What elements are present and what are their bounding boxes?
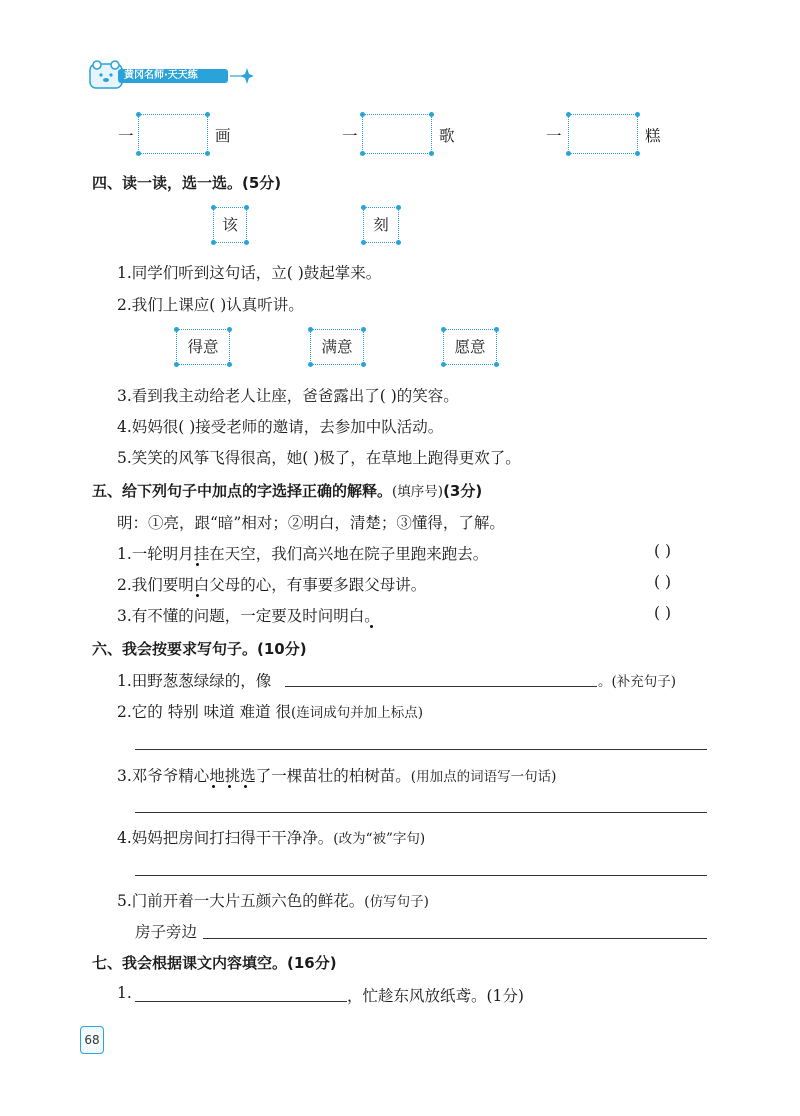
answer-box[interactable]	[138, 114, 208, 154]
question-6-2: 2.它的 特别 味道 难道 很	[117, 703, 291, 721]
question-7-1-num: 1.	[117, 984, 132, 1002]
box-corner-dot	[494, 327, 499, 332]
emphasis-dot	[212, 785, 215, 788]
box-corner-dot	[635, 112, 640, 117]
answer-line[interactable]	[203, 938, 707, 939]
choice-word: 刻	[373, 216, 389, 234]
section6-title: 六、我会按要求写句子。(10分)	[92, 640, 307, 658]
definition-line: 明：①亮，跟“暗”相对；②明白，清楚；③懂得，了解。	[117, 514, 505, 532]
measure-noun: 糕	[645, 127, 661, 145]
box-corner-dot	[360, 151, 365, 156]
question-7-1: ，忙趁东风放纸鸢。(1分)	[347, 987, 524, 1005]
box-corner-dot	[396, 205, 401, 210]
box-corner-dot	[361, 362, 366, 367]
section5-title-note: (填序号)	[392, 484, 444, 500]
choice-box	[363, 207, 399, 243]
box-corner-dot	[429, 151, 434, 156]
question-6-4-note: (改为“被”字句)	[333, 831, 426, 847]
choice-word: 满意	[321, 338, 353, 356]
answer-paren[interactable]: ( )	[654, 573, 672, 591]
choice-word: 愿意	[454, 338, 486, 356]
brand-text: 黄冈名师·天天练	[124, 70, 198, 81]
question-4-4: 4.妈妈很( )接受老师的邀请，去参加中队活动。	[117, 418, 444, 436]
box-corner-dot	[205, 112, 210, 117]
question-6-4: 4.妈妈把房间打扫得干干净净。	[117, 829, 334, 847]
box-corner-dot	[566, 151, 571, 156]
question-6-1-note: 。(补充句子)	[598, 674, 677, 690]
question-6-5-note: (仿写句子)	[364, 894, 429, 910]
box-corner-dot	[174, 362, 179, 367]
box-corner-dot	[244, 205, 249, 210]
section7-title: 七、我会根据课文内容填空。(16分)	[92, 954, 337, 972]
box-corner-dot	[360, 112, 365, 117]
box-corner-dot	[244, 240, 249, 245]
choice-box	[213, 207, 247, 243]
question-6-1: 1.田野葱葱绿绿的，像	[117, 672, 272, 690]
box-corner-dot	[361, 205, 366, 210]
box-corner-dot	[174, 327, 179, 332]
choice-box	[443, 329, 497, 365]
sparkle-icon	[228, 66, 254, 86]
box-corner-dot	[566, 112, 571, 117]
choice-box	[176, 329, 230, 365]
question-6-2-row	[117, 700, 423, 722]
box-corner-dot	[361, 327, 366, 332]
box-corner-dot	[494, 362, 499, 367]
question-6-5: 5.门前开着一大片五颜六色的鲜花。	[117, 892, 365, 910]
choice-box	[310, 329, 364, 365]
emphasis-dot	[244, 785, 247, 788]
box-corner-dot	[441, 362, 446, 367]
answer-line[interactable]	[135, 749, 707, 750]
measure-prefix: 一	[546, 127, 562, 145]
box-corner-dot	[441, 327, 446, 332]
box-corner-dot	[361, 240, 366, 245]
section5-title-row	[92, 480, 482, 501]
box-corner-dot	[635, 151, 640, 156]
measure-prefix: 一	[118, 127, 134, 145]
header-logo	[88, 58, 253, 92]
question-5-3: 3.有不懂的问题，一定要及时问明白。	[117, 607, 380, 625]
question-4-2: 2.我们上课应( )认真听讲。	[117, 296, 304, 314]
emphasis-dot	[370, 625, 373, 628]
answer-box[interactable]	[568, 114, 638, 154]
box-corner-dot	[429, 112, 434, 117]
choice-word: 得意	[187, 338, 219, 356]
question-5-1: 1.一轮明月挂在天空，我们高兴地在院子里跑来跑去。	[117, 545, 489, 563]
section4-title: 四、读一读，选一选。(5分)	[92, 174, 282, 192]
emphasis-dot	[196, 563, 199, 566]
question-6-5-row	[117, 889, 429, 911]
section5-title: 五、给下列句子中加点的字选择正确的解释。	[92, 482, 393, 500]
answer-line[interactable]	[135, 1001, 347, 1002]
question-6-3: 3.邓爷爷精心地挑选了一棵苗壮的柏树苗。	[117, 767, 411, 785]
box-corner-dot	[136, 151, 141, 156]
page-number: 68	[84, 1033, 100, 1047]
box-corner-dot	[227, 362, 232, 367]
box-corner-dot	[396, 240, 401, 245]
answer-line[interactable]	[135, 812, 707, 813]
answer-line[interactable]	[285, 686, 597, 687]
question-6-3-note: (用加点的词语写一句话)	[410, 769, 557, 785]
box-corner-dot	[205, 151, 210, 156]
question-5-2: 2.我们要明白父母的心，有事要多跟父母讲。	[117, 576, 427, 594]
page-number-badge	[80, 1026, 104, 1054]
box-corner-dot	[308, 362, 313, 367]
answer-paren[interactable]: ( )	[654, 604, 672, 622]
measure-prefix: 一	[342, 127, 358, 145]
question-6-4-row	[117, 826, 425, 848]
section5-title-score: (3分)	[443, 482, 483, 500]
box-corner-dot	[227, 327, 232, 332]
measure-noun: 歌	[439, 127, 455, 145]
measure-noun: 画	[215, 127, 231, 145]
question-4-5: 5.笑笑的风筝飞得很高，她( )极了，在草地上跑得更欢了。	[117, 449, 521, 467]
box-corner-dot	[211, 205, 216, 210]
box-corner-dot	[136, 112, 141, 117]
question-4-3: 3.看到我主动给老人让座，爸爸露出了( )的笑容。	[117, 387, 459, 405]
question-6-2-note: (连词成句并加上标点)	[291, 705, 424, 721]
emphasis-dot	[196, 594, 199, 597]
answer-box[interactable]	[362, 114, 432, 154]
question-6-5-prefix: 房子旁边	[135, 923, 198, 941]
emphasis-dot	[228, 785, 231, 788]
question-4-1: 1.同学们听到这句话，立( )鼓起掌来。	[117, 264, 382, 282]
answer-line[interactable]	[135, 875, 707, 876]
choice-word: 该	[222, 216, 238, 234]
answer-paren[interactable]: ( )	[654, 542, 672, 560]
box-corner-dot	[211, 240, 216, 245]
box-corner-dot	[308, 327, 313, 332]
question-6-3-row	[117, 764, 556, 786]
